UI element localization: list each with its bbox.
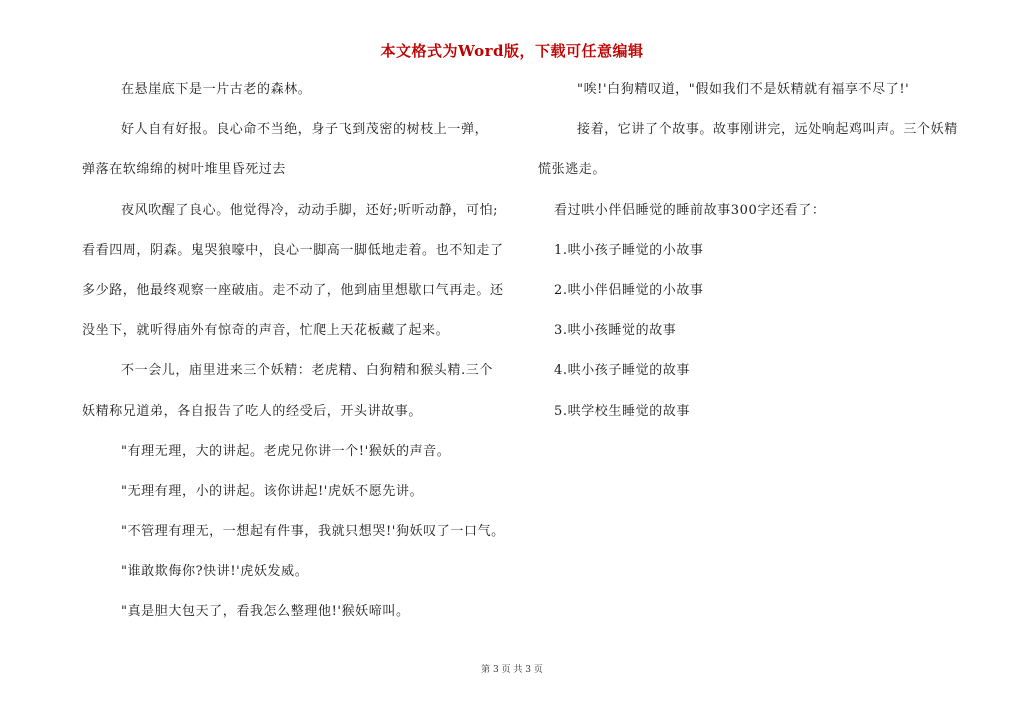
text-line: "有理无理，大的讲起。老虎兄你讲一个!'猴妖的声音。	[121, 443, 451, 459]
text-line: "谁敢欺侮你?快讲!'虎妖发威。	[121, 564, 309, 580]
text-line: "唉!'白狗精叹道，"假如我们不是妖精就有福享不尽了!'	[577, 82, 910, 97]
list-item: 4.哄小孩子睡觉的故事	[554, 363, 691, 379]
list-item: 3.哄小孩睡觉的故事	[554, 323, 677, 339]
document-header-title: 本文格式为Word版，下载可任意编辑	[380, 42, 644, 60]
text-line: 不一会儿，庙里进来三个妖精：老虎精、白狗精和猴头精.三个	[121, 363, 493, 379]
text-line: "真是胆大包天了，看我怎么整理他!'猴妖啼叫。	[121, 604, 410, 620]
text-line: 在悬崖底下是一片古老的森林。	[121, 82, 312, 97]
text-line: 弹落在软绵绵的树叶堆里昏死过去	[82, 162, 287, 178]
text-line: 慌张逃走。	[538, 162, 607, 178]
text-line: 好人自有好报。良心命不当绝，身子飞到茂密的树枝上一弹，	[121, 122, 489, 138]
text-line: "无理有理，小的讲起。该你讲起!'虎妖不愿先讲。	[121, 483, 424, 499]
text-line: 没坐下，就听得庙外有惊奇的声音，忙爬上天花板藏了起来。	[82, 323, 450, 339]
text-line: 看过哄小伴侣睡觉的睡前故事300字还看了：	[554, 202, 826, 218]
left-text-column	[82, 80, 512, 643]
text-line: 夜风吹醒了良心。他觉得冷，动动手脚，还好;听听动静，可怕;	[121, 202, 499, 218]
list-item: 5.哄学校生睡觉的故事	[554, 403, 691, 419]
text-line: 多少路，他最终观察一座破庙。走不动了，他到庙里想歇口气再走。还	[82, 282, 504, 298]
text-line: 看看四周，阴森。鬼哭狼嚎中，良心一脚高一脚低地走着。也不知走了	[82, 242, 504, 258]
right-text-column	[538, 80, 958, 442]
text-line: "不管理有理无，一想起有件事，我就只想哭!'狗妖叹了一口气。	[121, 524, 505, 540]
list-item: 2.哄小伴侣睡觉的小故事	[554, 282, 704, 298]
text-line: 妖精称兄道弟，各自报告了吃人的经受后，开头讲故事。	[82, 403, 423, 419]
list-item: 1.哄小孩子睡觉的小故事	[554, 242, 704, 258]
page-number-footer: 第 3 页 共 3 页	[481, 665, 543, 675]
text-line: 接着，它讲了个故事。故事刚讲完，远处响起鸡叫声。三个妖精	[577, 122, 958, 138]
